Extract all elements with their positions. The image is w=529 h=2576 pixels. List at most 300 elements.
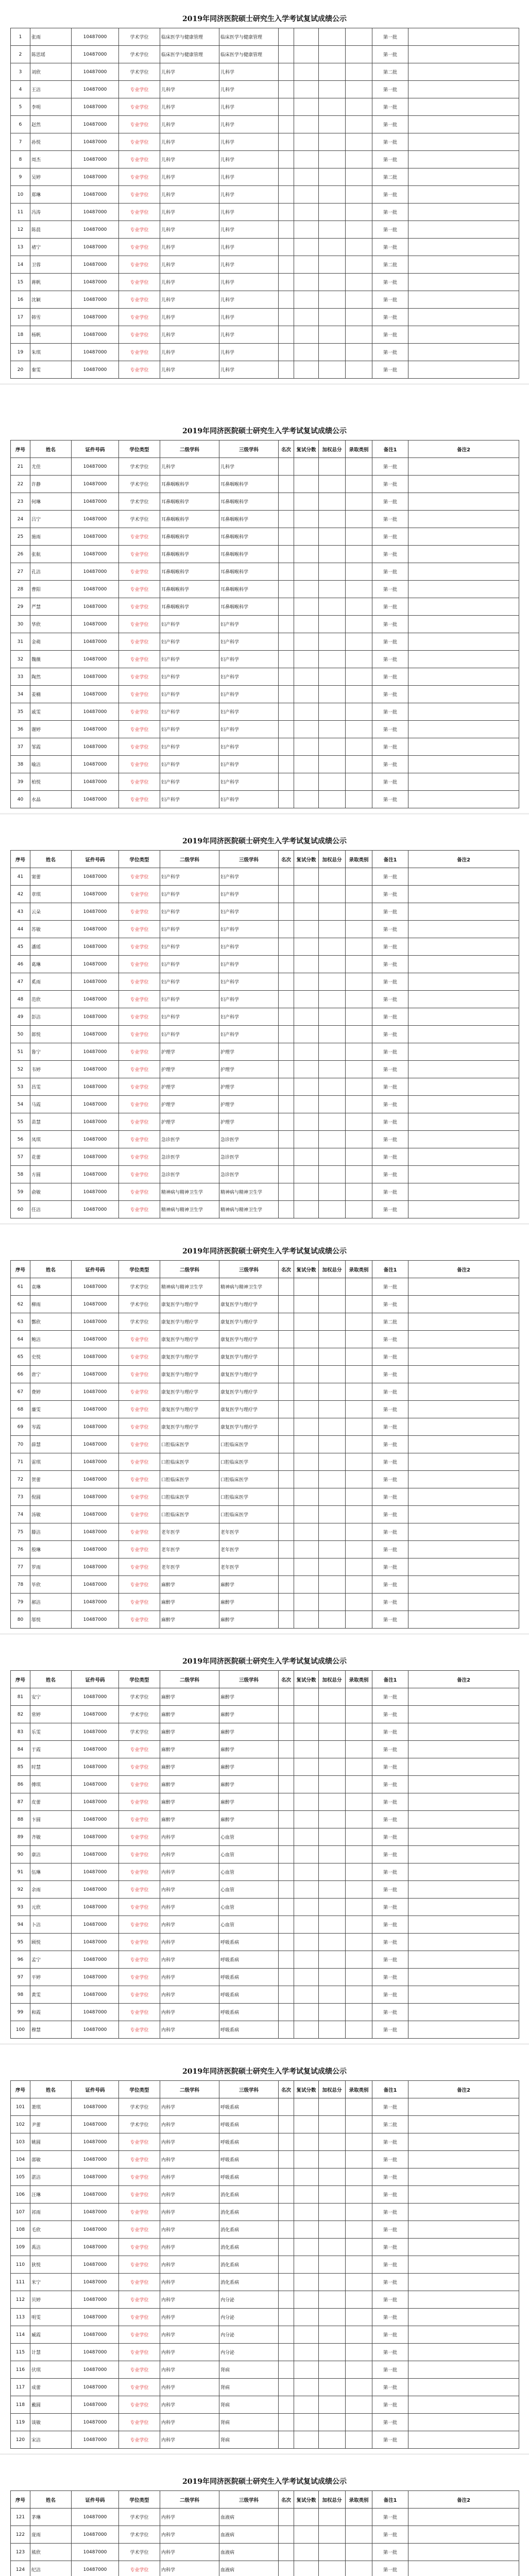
table-cell: 邬悦: [30, 1611, 72, 1629]
column-header: 备注2: [408, 2081, 519, 2098]
table-cell: 10487000: [72, 2309, 119, 2326]
table-cell: 10487000: [72, 2168, 119, 2186]
table-cell: 时慧: [30, 1758, 72, 1776]
table-cell: 麻醉学: [219, 1611, 279, 1629]
table-cell: [294, 633, 319, 651]
table-cell: [346, 1706, 372, 1723]
table-cell: 10487000: [72, 2509, 119, 2526]
table-row: [11, 1688, 519, 1706]
column-header: 备注2: [408, 851, 519, 868]
table-cell: 21: [11, 458, 30, 476]
table-cell: [408, 2004, 519, 2021]
table-cell: [346, 2151, 372, 2168]
table-cell: [346, 738, 372, 756]
table-cell: 麻醉学: [219, 1706, 279, 1723]
table-cell: [408, 2561, 519, 2576]
score-table: [10, 2080, 519, 2449]
table-cell: [279, 2186, 294, 2204]
table-cell: [294, 1846, 319, 1863]
table-cell: 呼吸系病: [219, 2021, 279, 2039]
table-cell: 儿科学: [160, 309, 219, 326]
table-cell: 姚圆: [30, 2133, 72, 2151]
table-cell: [319, 956, 346, 973]
table-cell: 专业学位: [119, 1899, 160, 1916]
table-cell: 护理学: [219, 1043, 279, 1061]
table-cell: 专业学位: [119, 2168, 160, 2186]
table-cell: 口腔临床医学: [219, 1488, 279, 1506]
table-cell: 余雨: [30, 1881, 72, 1899]
table-cell: [279, 1986, 294, 2004]
table-cell: [279, 938, 294, 956]
table-cell: 第一批: [372, 2098, 408, 2116]
table-cell: 106: [11, 2186, 30, 2204]
table-cell: [319, 1723, 346, 1741]
table-cell: [319, 2186, 346, 2204]
table-cell: [279, 204, 294, 221]
table-cell: 专业学位: [119, 1934, 160, 1951]
table-cell: 妇产科学: [219, 651, 279, 668]
column-header: 学位类型: [119, 2081, 160, 2098]
table-cell: [294, 773, 319, 791]
table-cell: [319, 1278, 346, 1296]
table-cell: 专业学位: [119, 2291, 160, 2309]
table-cell: [346, 1488, 372, 1506]
table-cell: 10487000: [72, 239, 119, 256]
table-cell: 10487000: [72, 2116, 119, 2133]
table-row: [11, 204, 519, 221]
table-cell: 第一批: [372, 1183, 408, 1201]
table-cell: 专业学位: [119, 1506, 160, 1523]
table-cell: 10487000: [72, 756, 119, 773]
table-cell: [346, 868, 372, 886]
table-cell: [294, 291, 319, 309]
table-cell: 耳鼻咽喉科学: [160, 476, 219, 493]
table-cell: [346, 1758, 372, 1776]
table-cell: 第一批: [372, 616, 408, 633]
table-row: [11, 256, 519, 274]
table-cell: [294, 2431, 319, 2449]
table-row: [11, 458, 519, 476]
table-cell: 精神病与精神卫生学: [160, 1183, 219, 1201]
table-cell: 10487000: [72, 738, 119, 756]
table-cell: 10487000: [72, 1453, 119, 1471]
table-cell: [279, 756, 294, 773]
table-cell: 麻醉学: [160, 1758, 219, 1776]
table-cell: 109: [11, 2239, 30, 2256]
table-cell: [294, 1688, 319, 1706]
table-cell: [279, 98, 294, 116]
column-header: 三级学科: [219, 851, 279, 868]
table-row: [11, 493, 519, 511]
table-cell: [279, 63, 294, 81]
table-cell: 鲍洁: [30, 1331, 72, 1348]
table-cell: 88: [11, 1811, 30, 1828]
table-cell: [408, 361, 519, 379]
table-cell: 48: [11, 991, 30, 1008]
table-cell: 学术学位: [119, 2526, 160, 2544]
table-cell: 10487000: [72, 633, 119, 651]
table-cell: [408, 721, 519, 738]
column-header: 证件号码: [72, 1261, 119, 1278]
table-cell: [279, 2561, 294, 2576]
table-cell: 华欣: [30, 616, 72, 633]
table-cell: 口腔临床医学: [219, 1453, 279, 1471]
column-header: 名次: [279, 1671, 294, 1688]
table-cell: 10487000: [72, 2221, 119, 2239]
table-cell: 第一批: [372, 1741, 408, 1758]
table-cell: 第一批: [372, 903, 408, 921]
table-cell: [319, 116, 346, 133]
table-cell: 17: [11, 309, 30, 326]
table-cell: 喻洁: [30, 756, 72, 773]
table-cell: 儿科学: [219, 274, 279, 291]
table-cell: [408, 1113, 519, 1131]
table-cell: 82: [11, 1706, 30, 1723]
table-cell: [319, 2309, 346, 2326]
table-cell: 专业学位: [119, 956, 160, 973]
column-header: 名次: [279, 2491, 294, 2509]
table-cell: [294, 651, 319, 668]
table-cell: [346, 598, 372, 616]
column-header: 学位类型: [119, 440, 160, 458]
table-cell: 呼吸系病: [219, 1951, 279, 1969]
table-cell: 75: [11, 1523, 30, 1541]
table-cell: 第一批: [372, 1488, 408, 1506]
table-cell: [346, 274, 372, 291]
table-cell: 第一批: [372, 1008, 408, 1026]
table-row: [11, 1418, 519, 1436]
table-cell: 第一批: [372, 2221, 408, 2239]
table-cell: 第一批: [372, 1706, 408, 1723]
table-cell: 内科学: [160, 2098, 219, 2116]
table-cell: 10487000: [72, 1688, 119, 1706]
table-cell: 滕洁: [30, 1523, 72, 1541]
table-cell: [279, 1488, 294, 1506]
table-cell: [319, 2509, 346, 2526]
table-cell: 62: [11, 1296, 30, 1313]
table-cell: 10487000: [72, 546, 119, 563]
table-row: [11, 239, 519, 256]
table-cell: [319, 1166, 346, 1183]
page-separator: [0, 813, 529, 815]
table-row: [11, 1506, 519, 1523]
page-block: [10, 2063, 519, 2449]
table-cell: 学术学位: [119, 2544, 160, 2561]
table-cell: 妇产科学: [219, 1026, 279, 1043]
table-cell: 吴婷: [30, 168, 72, 186]
table-cell: [408, 1576, 519, 1594]
table-cell: [319, 186, 346, 204]
table-cell: [319, 1113, 346, 1131]
table-cell: 10487000: [72, 1366, 119, 1383]
table-cell: 陈晨: [30, 221, 72, 239]
table-cell: 周杰: [30, 151, 72, 168]
table-cell: 儿科学: [219, 151, 279, 168]
table-cell: 61: [11, 1278, 30, 1296]
table-cell: 10487000: [72, 204, 119, 221]
header-row: [11, 440, 519, 458]
table-cell: 115: [11, 2344, 30, 2361]
table-cell: 121: [11, 2509, 30, 2526]
table-cell: 学术学位: [119, 1688, 160, 1706]
table-cell: 汪琳: [30, 2186, 72, 2204]
table-cell: [346, 2221, 372, 2239]
table-cell: 10487000: [72, 791, 119, 808]
table-cell: 第一批: [372, 1793, 408, 1811]
table-cell: [408, 668, 519, 686]
table-cell: 第一批: [372, 2021, 408, 2039]
table-cell: [319, 2098, 346, 2116]
table-cell: [294, 616, 319, 633]
table-cell: [279, 133, 294, 151]
table-cell: [408, 1934, 519, 1951]
table-cell: 儿科学: [160, 133, 219, 151]
table-cell: 第一批: [372, 886, 408, 903]
column-header: 备注2: [408, 1261, 519, 1278]
table-cell: 第一批: [372, 1401, 408, 1418]
table-cell: [346, 1166, 372, 1183]
table-row: [11, 476, 519, 493]
table-cell: 学术学位: [119, 2509, 160, 2526]
table-cell: 第一批: [372, 1541, 408, 1558]
table-cell: 儿科学: [160, 221, 219, 239]
table-cell: 消化系病: [219, 2256, 279, 2274]
table-cell: 妇产科学: [160, 738, 219, 756]
table-cell: 专业学位: [119, 1741, 160, 1758]
table-row: [11, 1899, 519, 1916]
table-cell: [279, 2431, 294, 2449]
table-cell: [408, 1183, 519, 1201]
table-cell: [319, 2326, 346, 2344]
table-cell: [279, 1131, 294, 1148]
table-cell: 专业学位: [119, 1366, 160, 1383]
table-cell: [319, 1183, 346, 1201]
table-cell: 104: [11, 2151, 30, 2168]
table-cell: [294, 1793, 319, 1811]
table-cell: [346, 2561, 372, 2576]
table-cell: [319, 2379, 346, 2396]
table-cell: 昌雯: [30, 1078, 72, 1096]
table-cell: [294, 46, 319, 63]
table-cell: 卞圆: [30, 1811, 72, 1828]
table-cell: 口腔临床医学: [160, 1453, 219, 1471]
table-cell: 72: [11, 1471, 30, 1488]
table-cell: [319, 1558, 346, 1576]
table-cell: 第一批: [372, 2133, 408, 2151]
table-cell: 精神病与精神卫生学: [219, 1183, 279, 1201]
table-cell: [319, 686, 346, 703]
table-cell: [279, 2361, 294, 2379]
table-cell: [294, 1706, 319, 1723]
table-cell: 10487000: [72, 1541, 119, 1558]
table-cell: 内科学: [160, 2133, 219, 2151]
table-cell: 麻醉学: [219, 1594, 279, 1611]
table-cell: 臧霞: [30, 2326, 72, 2344]
page-block: [10, 1243, 519, 1629]
table-cell: 47: [11, 973, 30, 991]
table-cell: 内科学: [160, 2309, 219, 2326]
table-cell: [294, 2379, 319, 2396]
table-cell: [294, 2291, 319, 2309]
table-cell: [319, 546, 346, 563]
table-cell: 俞敏: [30, 1183, 72, 1201]
table-cell: 专业学位: [119, 1793, 160, 1811]
table-cell: 专业学位: [119, 2431, 160, 2449]
table-cell: 43: [11, 903, 30, 921]
table-cell: [279, 476, 294, 493]
table-cell: [279, 1706, 294, 1723]
table-cell: [346, 1899, 372, 1916]
table-cell: 茅琳: [30, 2509, 72, 2526]
table-cell: [319, 2291, 346, 2309]
table-cell: 10487000: [72, 938, 119, 956]
column-header: 录取类别: [346, 851, 372, 868]
table-cell: [319, 1811, 346, 1828]
table-cell: [346, 2414, 372, 2431]
table-cell: [408, 168, 519, 186]
table-cell: 124: [11, 2561, 30, 2576]
table-cell: [279, 1611, 294, 1629]
table-cell: 第一批: [372, 598, 408, 616]
table-row: [11, 2431, 519, 2449]
table-cell: [279, 309, 294, 326]
table-cell: [346, 116, 372, 133]
table-cell: [346, 1594, 372, 1611]
table-cell: 韩雪: [30, 309, 72, 326]
table-cell: [346, 973, 372, 991]
table-cell: 24: [11, 511, 30, 528]
table-cell: [408, 2379, 519, 2396]
table-cell: [279, 2098, 294, 2116]
table-cell: 第一批: [372, 239, 408, 256]
table-cell: 专业学位: [119, 2414, 160, 2431]
table-cell: [279, 2309, 294, 2326]
table-cell: [346, 2021, 372, 2039]
table-cell: [346, 581, 372, 598]
column-header: 三级学科: [219, 2491, 279, 2509]
table-cell: [408, 938, 519, 956]
table-cell: 谈敏: [30, 2414, 72, 2431]
table-row: [11, 1201, 519, 1218]
table-cell: 专业学位: [119, 991, 160, 1008]
table-cell: [279, 1793, 294, 1811]
table-row: [11, 528, 519, 546]
table-cell: 康复医学与理疗学: [219, 1401, 279, 1418]
table-cell: 宋洁: [30, 2431, 72, 2449]
table-cell: [319, 528, 346, 546]
table-cell: 专业学位: [119, 1811, 160, 1828]
table-cell: 第一批: [372, 668, 408, 686]
table-cell: 护理学: [219, 1096, 279, 1113]
table-cell: [408, 738, 519, 756]
table-cell: 麻醉学: [160, 1776, 219, 1793]
table-cell: 第一批: [372, 2379, 408, 2396]
table-cell: [279, 668, 294, 686]
table-cell: 苏敏: [30, 921, 72, 938]
table-cell: [346, 2116, 372, 2133]
table-cell: [408, 2221, 519, 2239]
table-cell: 10487000: [72, 1383, 119, 1401]
table-cell: [319, 326, 346, 344]
table-row: [11, 703, 519, 721]
table-cell: 朱琪: [30, 344, 72, 361]
table-cell: 108: [11, 2221, 30, 2239]
table-cell: 10487000: [72, 1934, 119, 1951]
table-cell: 消化系病: [219, 2204, 279, 2221]
table-cell: 熊欣: [30, 2544, 72, 2561]
table-cell: 专业学位: [119, 2021, 160, 2039]
table-cell: [279, 1934, 294, 1951]
table-cell: [408, 886, 519, 903]
table-cell: [408, 1026, 519, 1043]
table-cell: 专业学位: [119, 886, 160, 903]
table-cell: 张航: [30, 546, 72, 563]
table-row: [11, 903, 519, 921]
table-cell: [346, 921, 372, 938]
table-cell: [408, 274, 519, 291]
table-cell: [346, 1506, 372, 1523]
table-cell: 第一批: [372, 1296, 408, 1313]
table-cell: 耳鼻咽喉科学: [219, 476, 279, 493]
table-cell: 10487000: [72, 1313, 119, 1331]
table-cell: 77: [11, 1558, 30, 1576]
table-cell: [346, 2239, 372, 2256]
table-cell: 专业学位: [119, 256, 160, 274]
table-cell: [279, 1026, 294, 1043]
table-row: [11, 868, 519, 886]
table-cell: 第一批: [372, 1828, 408, 1846]
column-header: 姓名: [30, 851, 72, 868]
table-cell: 儿科学: [160, 344, 219, 361]
table-cell: 71: [11, 1453, 30, 1471]
table-cell: [408, 2526, 519, 2544]
table-cell: [294, 2133, 319, 2151]
table-cell: [294, 2186, 319, 2204]
table-cell: 王洁: [30, 81, 72, 98]
table-cell: 8: [11, 151, 30, 168]
table-cell: 64: [11, 1331, 30, 1348]
table-cell: [319, 2151, 346, 2168]
table-cell: 唐宁: [30, 1366, 72, 1383]
column-header: 证件号码: [72, 2491, 119, 2509]
table-cell: 耳鼻咽喉科学: [160, 493, 219, 511]
table-cell: [279, 2526, 294, 2544]
table-cell: 10487000: [72, 2256, 119, 2274]
table-cell: [408, 1863, 519, 1881]
table-cell: [408, 1541, 519, 1558]
table-cell: [346, 1401, 372, 1418]
column-header: 证件号码: [72, 440, 119, 458]
table-cell: [279, 1576, 294, 1594]
table-cell: 专业学位: [119, 204, 160, 221]
table-cell: 10487000: [72, 868, 119, 886]
table-cell: [319, 973, 346, 991]
table-cell: 123: [11, 2544, 30, 2561]
table-cell: 第一批: [372, 344, 408, 361]
table-cell: 临床医学与健康管理: [160, 28, 219, 46]
page-title: 2019年同济医院硕士研究生入学考试复试成绩公示: [182, 1247, 347, 1256]
table-cell: [319, 1401, 346, 1418]
table-cell: [319, 2414, 346, 2431]
table-cell: [346, 633, 372, 651]
table-cell: 第一批: [372, 938, 408, 956]
table-cell: [408, 581, 519, 598]
table-cell: 第一批: [372, 921, 408, 938]
table-cell: [408, 563, 519, 581]
table-cell: [319, 1576, 346, 1594]
table-row: [11, 2186, 519, 2204]
table-cell: 魏薇: [30, 651, 72, 668]
